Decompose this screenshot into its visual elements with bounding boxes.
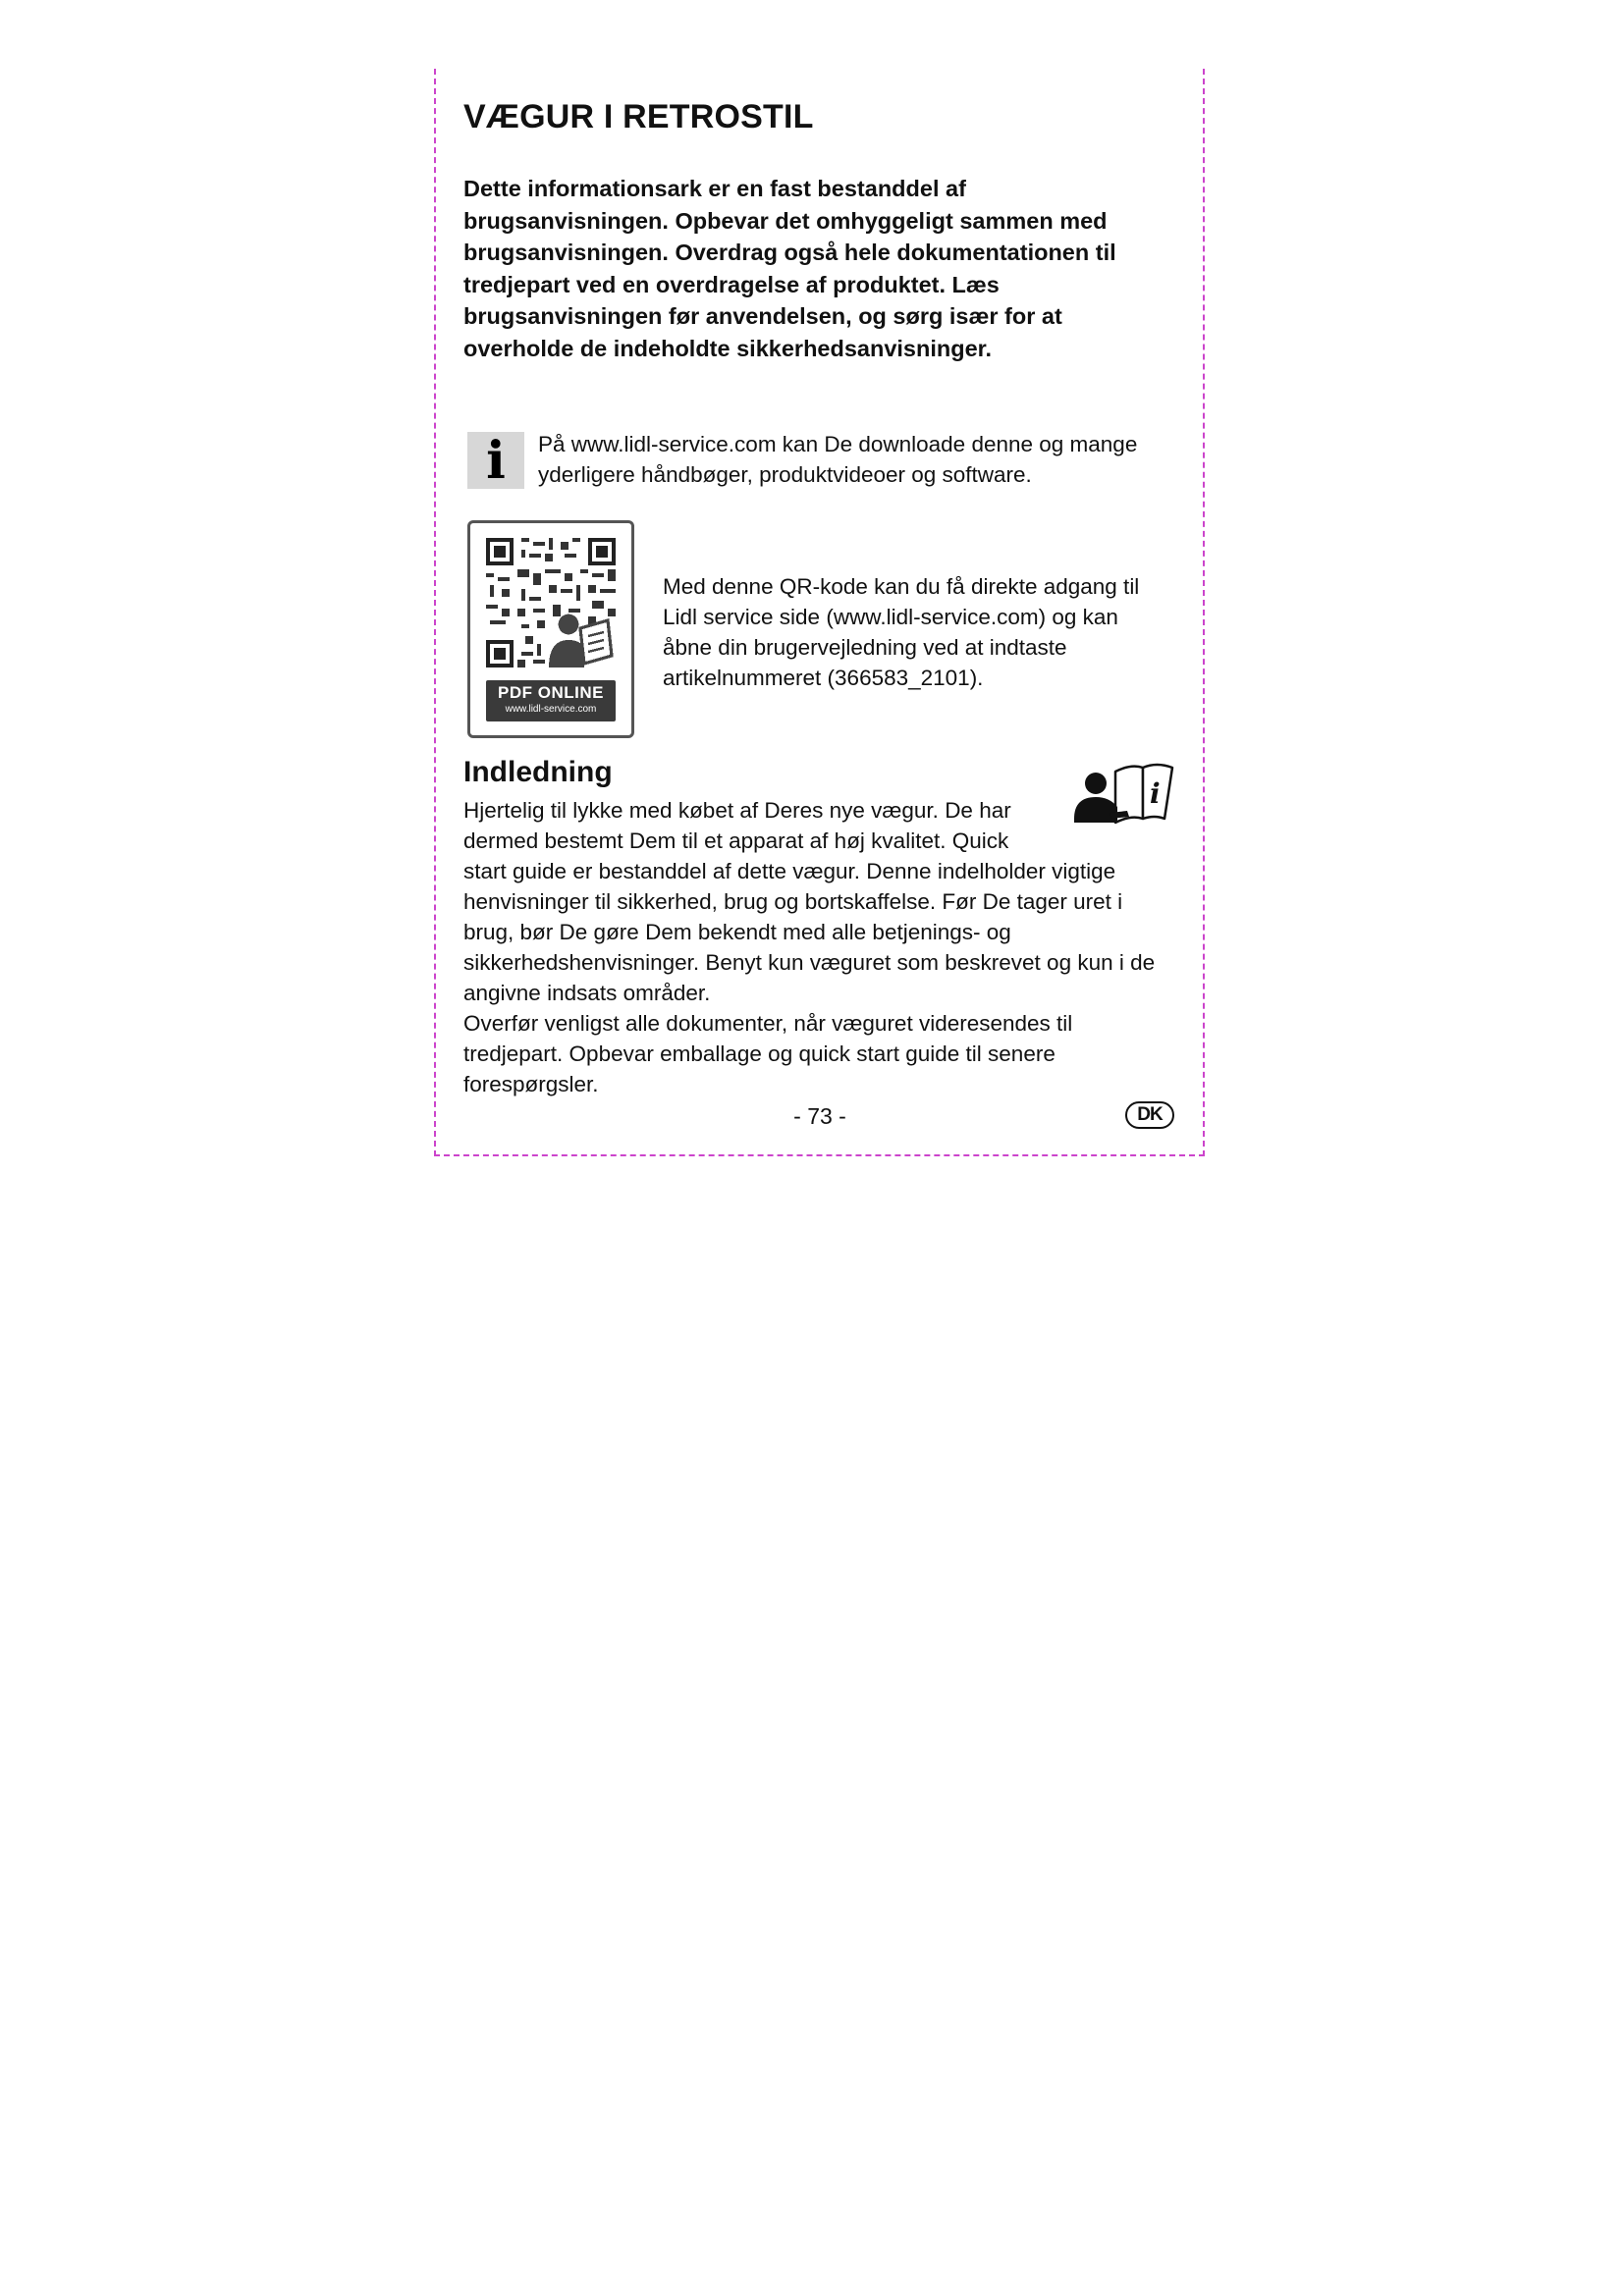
section-paragraph: Hjertelig til lykke med købet af Deres nye vægur. De har dermed bestemt Dem til et apparat af høj kvalitet. Quick start guide er bestanddel af dette vægur. Denne indelholder vigtige henvisninger til sikkerhed, brug og bortskaffelse. Før De tager uret i brug, bør De gøre Dem bekendt med alle betjenings- og sikkerhedshenvisninger. Benyt kun væguret som beskrevet og kun i de angivne indsats områder. [463, 798, 1156, 1005]
page-title: VÆGUR I RETROSTIL [463, 98, 814, 135]
qr-description: Med denne QR-kode kan du få direkte adgang til Lidl service side (www.lidl-service.com) og kan åbne din brugervejledning ved at indtaste artikelnummeret (366583_2101). [663, 574, 1140, 690]
pdf-online-label [486, 680, 616, 721]
pdf-online-text: PDF ONLINE [498, 683, 604, 702]
section-paragraph: Overfør venligst alle dokumenter, når væguret videresendes til tredjepart. Opbevar emballage og quick start guide til senere forespørgsler. [463, 1011, 1073, 1096]
qr-code-pattern [486, 538, 616, 667]
qr-url-text: www.lidl-service.com [505, 704, 597, 715]
icon-spacer [1043, 795, 1175, 854]
page-number: - 73 - [793, 1103, 846, 1129]
info-text: På www.lidl-service.com kan De downloade denne og mange yderligere håndbøger, produktvideoer og software. [538, 432, 1138, 487]
section-heading: Indledning [463, 756, 613, 788]
country-badge: DK [1125, 1101, 1174, 1129]
info-icon: i [467, 432, 524, 489]
svg-text:i: i [1150, 777, 1161, 810]
intro-paragraph: Dette informationsark er en fast bestanddel af brugsanvisningen. Opbevar det omhyggeligt sammen med brugsanvisningen. Overdrag også hele dokumentationen til tredjepart ved en overdragelse af produktet. Læs brugsanvisningen før anvendelsen, og sørg især for at overholde de indeholdte sikkerhedsanvisninger. [463, 176, 1116, 361]
section-body [463, 795, 1175, 1099]
qr-code-icon [467, 520, 634, 738]
